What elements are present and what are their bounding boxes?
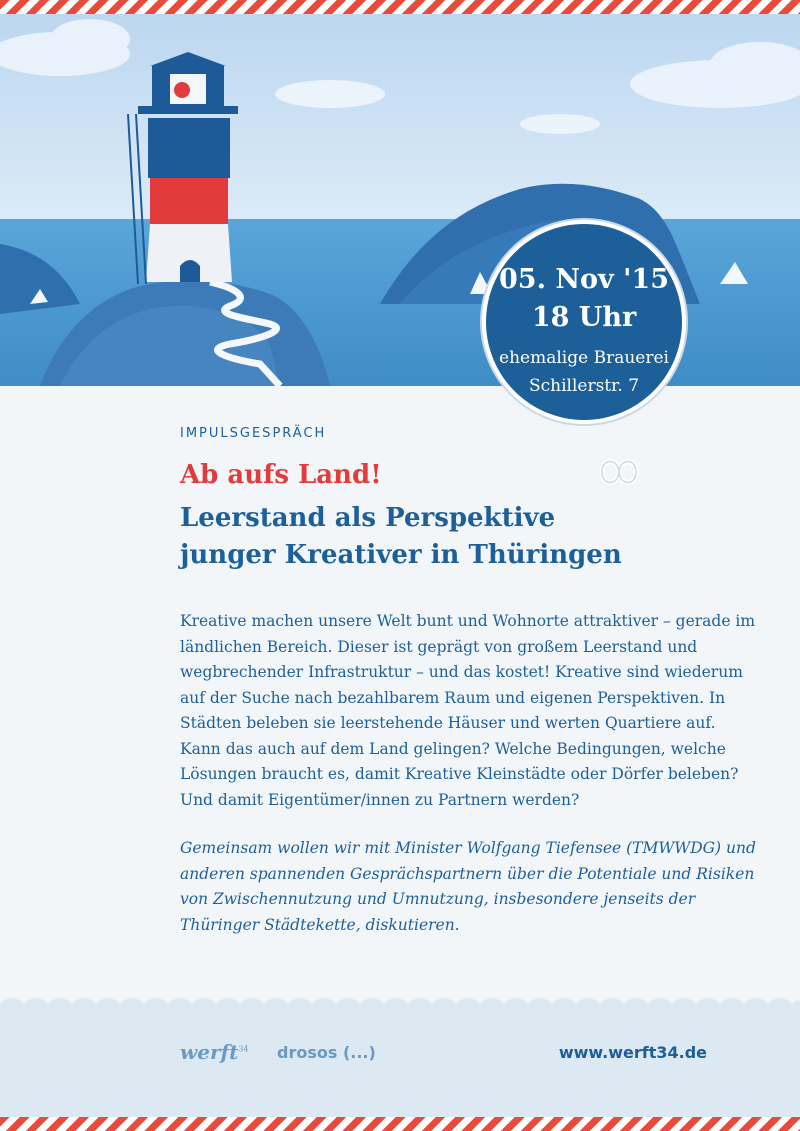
werft34-logo bbox=[180, 1040, 249, 1064]
drosos-logo: drosos (...) bbox=[277, 1043, 376, 1062]
top-stripe-border bbox=[0, 0, 800, 14]
event-date-badge bbox=[486, 224, 682, 420]
rope-knot-icon bbox=[594, 452, 644, 492]
website-link[interactable]: www.werft34.de bbox=[558, 1043, 707, 1062]
body-text bbox=[180, 609, 760, 961]
event-location-line2: Schillerstr. 7 bbox=[528, 376, 640, 396]
kicker-label: IMPULSGESPRÄCH bbox=[180, 426, 327, 441]
title-line-3: junger Kreativer in Thüringen bbox=[180, 540, 622, 570]
event-location-line1: ehemalige Brauerei bbox=[499, 348, 669, 368]
event-time: 18 Uhr bbox=[531, 302, 637, 333]
event-date: 05. Nov '15 bbox=[499, 264, 669, 295]
werft34-logo-sup: 34 bbox=[238, 1044, 249, 1054]
bottom-stripe-border bbox=[0, 1117, 800, 1131]
title-line-2: Leerstand als Perspektive bbox=[180, 503, 556, 533]
werft34-logo-text: werft bbox=[180, 1040, 239, 1064]
body-paragraph-1: Kreative machen unsere Welt bunt und Wohnorte attraktiver – gerade im ländlichen Bereich. Dieser ist geprägt von großem Leerstand und wegbrechender Infrastruktur – und das kostet! Kreative sind wiederum auf der Suche nach bezahlbarem Raum und eigenen Perspektiven. In Städten beleben sie leerstehende Häuser und werten Quartiere auf. Kann das auch auf dem Land gelingen? Welche Bedingungen, welche Lösungen braucht es, damit Kreative Kleinstädte oder Dörfer beleben? Und damit Eigentümer/innen zu Partnern werden? bbox=[180, 612, 756, 809]
title-line-1: Ab aufs Land! bbox=[180, 460, 382, 490]
body-paragraph-2: Gemeinsam wollen wir mit Minister Wolfgang Tiefensee (TMWWDG) und anderen spannenden Gesprächspartnern über die Potentiale und Risiken von Zwischennutzung und Umnutzung, insbesondere jenseits der Thüringer Städtekette, diskutieren. bbox=[180, 839, 756, 934]
